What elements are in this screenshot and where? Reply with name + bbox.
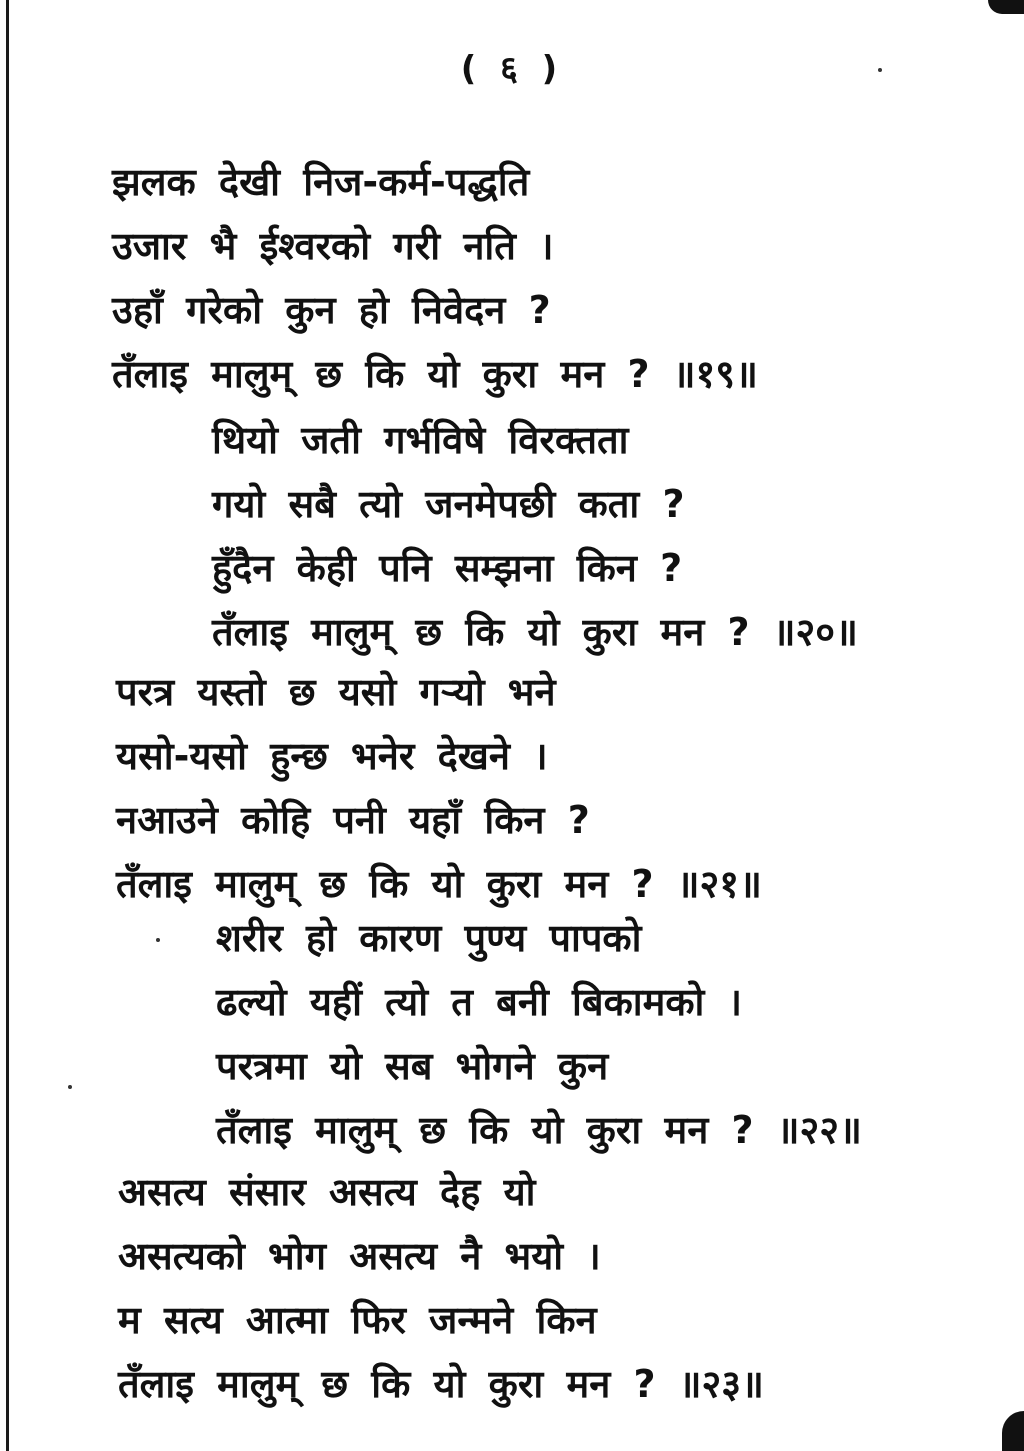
- verse-line: म सत्य आत्मा फिर जन्मने किन: [118, 1298, 597, 1342]
- verse-line: तँलाइ मालुम् छ कि यो कुरा मन ? ॥२१॥: [116, 862, 762, 906]
- verse-line: असत्यको भोग असत्य नै भयो ।: [118, 1234, 601, 1278]
- verse-line: असत्य संसार असत्य देह यो: [118, 1170, 536, 1214]
- verse-line: तँलाइ मालुम् छ कि यो कुरा मन ? ॥१९॥: [112, 352, 758, 396]
- verse-line: तँलाइ मालुम् छ कि यो कुरा मन ? ॥२०॥: [212, 610, 858, 654]
- verse-line: तँलाइ मालुम् छ कि यो कुरा मन ? ॥२२॥: [216, 1108, 862, 1152]
- verse-line: नआउने कोहि पनी यहाँ किन ?: [116, 798, 590, 842]
- stanza-23: [118, 1160, 764, 1416]
- verse-line: हुँदैन केही पनि सम्झना किन ?: [212, 546, 683, 590]
- left-margin-rule: [6, 0, 9, 1451]
- verse-line: परत्र यस्तो छ यसो गऱ्यो भने: [116, 670, 556, 714]
- verse-line: यसो-यसो हुन्छ भनेर देखने ।: [116, 734, 548, 778]
- verse-line: शरीर हो कारण पुण्य पापको: [216, 916, 642, 960]
- verse-line: उहाँ गरेको कुन हो निवेदन ?: [112, 288, 551, 332]
- verse-line: परत्रमा यो सब भोगने कुन: [216, 1044, 609, 1088]
- stanza-19: [112, 150, 758, 406]
- scan-corner-mark-bottom: [1002, 1411, 1024, 1451]
- page-number: ( ६ ): [460, 49, 564, 89]
- verse-line: उजार भै ईश्वरको गरी नति ।: [112, 224, 554, 268]
- scan-speck: [68, 1085, 72, 1089]
- stanza-22: [216, 906, 862, 1162]
- scan-speck: [156, 938, 160, 942]
- verse-line: गयो सबै त्यो जनमेपछी कता ?: [212, 482, 685, 526]
- verse-line: झलक देखी निज-कर्म-पद्धति: [112, 160, 530, 204]
- verse-line: थियो जती गर्भविषे विरक्तता: [212, 418, 629, 462]
- verse-line: तँलाइ मालुम् छ कि यो कुरा मन ? ॥२३॥: [118, 1362, 764, 1406]
- scan-corner-mark: [988, 0, 1024, 14]
- stanza-20: [212, 408, 858, 664]
- stanza-21: [116, 660, 762, 916]
- verse-line: ढल्यो यहीं त्यो त बनी बिकामको ।: [216, 980, 742, 1024]
